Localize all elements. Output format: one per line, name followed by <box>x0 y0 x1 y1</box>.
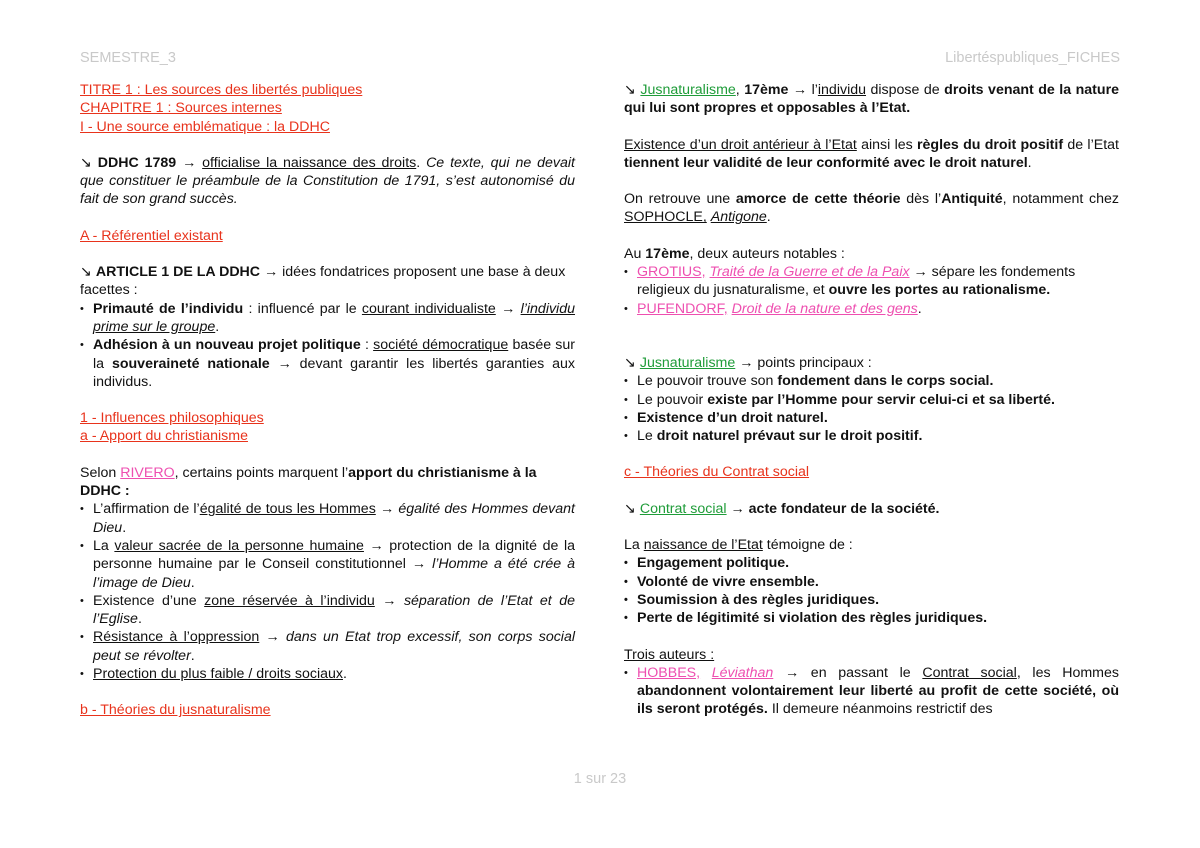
chapitre-heading: CHAPITRE 1 : Sources internes <box>80 100 282 117</box>
trois-auteurs-label: Trois auteurs : <box>624 646 715 663</box>
left-column <box>80 81 575 720</box>
list-item: • Perte de légitimité si violation des règles juridiques. <box>624 609 1119 627</box>
subsection-1-heading: 1 - Influences philosophiques <box>80 410 264 427</box>
list-item: • Existence d’un droit naturel. <box>624 409 1119 427</box>
contrat-social-paragraph: ↘ Contrat social → acte fondateur de la société. <box>624 500 940 517</box>
list-item: • La valeur sacrée de la personne humaine → protection de la dignité de la personne humaine par le Conseil constitutionnel → l’Homme a été crée à l’image de Dieu. <box>80 537 575 592</box>
points-principaux-paragraph: ↘ Jusnaturalisme → points principaux : <box>624 354 872 371</box>
trois-auteurs-list <box>624 664 1119 719</box>
rivero-paragraph: Selon RIVERO, certains points marquent l’apport du christianisme à la DDHC : <box>80 464 537 500</box>
list-item: • Primauté de l’individu : influencé par le courant individualiste → l’individu prime sur le groupe. <box>80 300 575 337</box>
section-a-heading: A - Référentiel existant <box>80 227 223 244</box>
points-principaux-list <box>624 372 1119 445</box>
facettes-list <box>80 300 575 391</box>
page-number: 1 sur 23 <box>573 771 627 787</box>
subsection-c-heading: c - Théories du Contrat social <box>624 464 810 481</box>
header-right: Libertéspubliques_FICHES <box>945 50 1120 66</box>
subsection-a-heading: a - Apport du christianisme <box>80 428 248 445</box>
list-item: • Volonté de vivre ensemble. <box>624 573 1119 591</box>
article1-paragraph: ↘ ARTICLE 1 DE LA DDHC → idées fondatrices proposent une base à deux facettes : <box>80 264 566 299</box>
list-item: • Résistance à l’oppression → dans un Etat trop excessif, son corps social peut se révolter. <box>80 628 575 665</box>
list-item: • PUFENDORF, Droit de la nature et des gens. <box>624 300 1119 318</box>
list-item: • Existence d’une zone réservée à l’individu → séparation de l’Etat et de l’Eglise. <box>80 592 575 629</box>
naissance-etat-list <box>624 554 1119 627</box>
right-column <box>624 81 1119 719</box>
list-item: • Adhésion à un nouveau projet politique : société démocratique basée sur la souveraineté nationale → devant garantir les libertés garanties aux individus. <box>80 336 575 391</box>
list-item: • Engagement politique. <box>624 554 1119 572</box>
list-item: • Le pouvoir trouve son fondement dans le corps social. <box>624 372 1119 390</box>
antiquite-paragraph: On retrouve une amorce de cette théorie dès l’Antiquité, notamment chez SOPHOCLE, Antigone. <box>624 191 1120 226</box>
auteurs-17eme-list <box>624 263 1119 318</box>
list-item: • GROTIUS, Traité de la Guerre et de la Paix → sépare les fondements religieux du jusnaturalisme, et ouvre les portes au rationalisme. <box>624 263 1119 300</box>
naissance-etat-paragraph: La naissance de l’Etat témoigne de : <box>624 537 853 554</box>
droit-anterieur-paragraph: Existence d’un droit antérieur à l’Etat ainsi les règles du droit positif de l’Etat tiennent leur validité de leur conformité avec le droit naturel. <box>624 136 1119 171</box>
list-item: • Soumission à des règles juridiques. <box>624 591 1119 609</box>
list-item: • L’affirmation de l’égalité de tous les Hommes → égalité des Hommes devant Dieu. <box>80 500 575 537</box>
auteurs-17eme-paragraph: Au 17ème, deux auteurs notables : <box>624 245 845 262</box>
christianisme-list <box>80 500 575 683</box>
header-left: SEMESTRE_3 <box>80 50 176 66</box>
list-item: • Le droit naturel prévaut sur le droit positif. <box>624 427 1119 445</box>
subsection-b-heading: b - Théories du jusnaturalisme <box>80 702 271 719</box>
list-item: • HOBBES, Léviathan → en passant le Contrat social, les Hommes abandonnent volontairement leur liberté au profit de cette société, où ils seront protégés. Il demeure néanmoins restrictif des <box>624 664 1119 719</box>
list-item: • Le pouvoir existe par l’Homme pour servir celui-ci et sa liberté. <box>624 391 1119 409</box>
jusnaturalisme-paragraph: ↘ Jusnaturalisme, 17ème → l’individu dispose de droits venant de la nature qui lui sont propres et opposables à l’Etat. <box>624 82 1119 117</box>
section-heading: I - Une source emblématique : la DDHC <box>80 118 330 135</box>
ddhc-paragraph: ↘ DDHC 1789 → officialise la naissance des droits. Ce texte, qui ne devait que constituer le préambule de la Constitution de 1791, s’est autonomisé du fait de son grand succès. <box>80 154 575 208</box>
list-item: • Protection du plus faible / droits sociaux. <box>80 665 575 683</box>
titre-heading: TITRE 1 : Les sources des libertés publiques <box>80 82 363 98</box>
